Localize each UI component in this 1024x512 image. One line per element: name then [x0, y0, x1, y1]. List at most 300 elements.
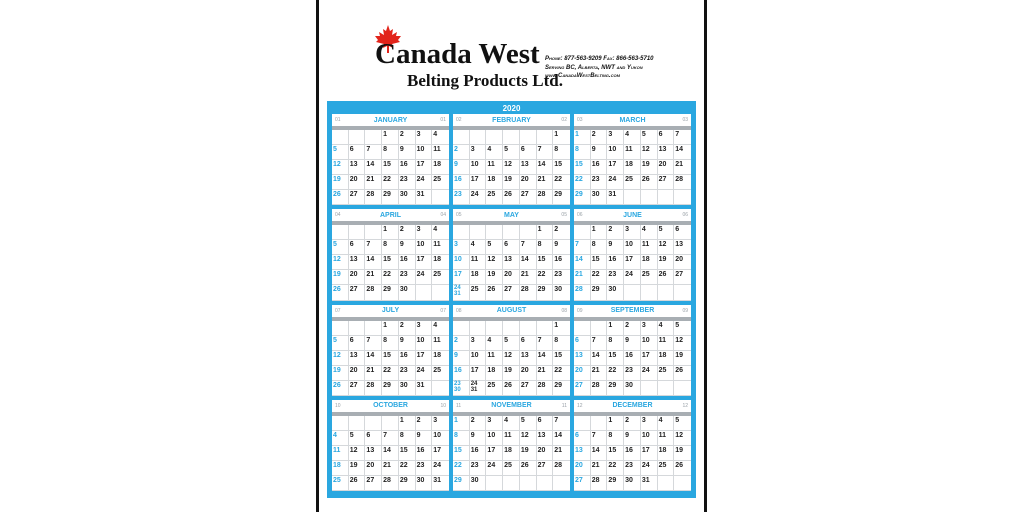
day-cell: [453, 285, 470, 300]
day-cell: [365, 175, 382, 190]
day-cell: [607, 476, 624, 491]
day-number: 27: [520, 191, 529, 199]
day-number: 30: [399, 381, 408, 389]
day-cell: [537, 240, 554, 255]
day-number: 12: [504, 351, 512, 359]
day-cell: [537, 461, 554, 476]
month-header: [574, 114, 691, 126]
day-cell: [486, 270, 503, 285]
company-logo: [347, 34, 564, 94]
day-cell: [486, 476, 503, 491]
day-number: 25: [470, 286, 479, 294]
day-number: 26: [504, 191, 512, 199]
day-cell: [537, 255, 554, 270]
day-number: 16: [554, 256, 563, 264]
day-cell: [624, 130, 641, 145]
day-cell: [432, 366, 449, 381]
day-cell: [607, 145, 624, 160]
day-number: 14: [554, 431, 563, 439]
day-cell: [574, 145, 591, 160]
day-number: 15: [399, 446, 408, 454]
day-cell: [486, 225, 503, 240]
day-number: 29: [383, 381, 391, 389]
day-cell: [486, 285, 503, 300]
day-number: 3: [641, 321, 646, 329]
day-cell: [658, 381, 675, 396]
day-number: 22: [608, 366, 617, 374]
day-cell: [470, 130, 487, 145]
month-number-right: 11: [561, 402, 567, 409]
day-cell: [641, 321, 658, 336]
month-header: [332, 114, 449, 126]
day-cell: [399, 145, 416, 160]
day-cell: [553, 381, 570, 396]
day-cell: [624, 240, 641, 255]
month-name: AUGUST: [496, 307, 527, 314]
day-cell: [591, 285, 608, 300]
day-cell: [470, 255, 487, 270]
day-number: 30: [591, 191, 600, 199]
day-cell: [365, 240, 382, 255]
day-number: 26: [349, 476, 358, 484]
day-cell: [399, 190, 416, 205]
day-number: 14: [591, 351, 600, 359]
day-number: 28: [366, 381, 375, 389]
day-cell: [486, 240, 503, 255]
day-number: 29: [591, 286, 600, 294]
day-number: 22: [537, 271, 546, 279]
day-number: 21: [591, 461, 600, 469]
day-cell: [607, 160, 624, 175]
day-number: 20: [520, 366, 529, 374]
day-cell: [503, 160, 520, 175]
month-header: [332, 305, 449, 317]
day-number: 10: [470, 351, 479, 359]
month-name: MAY: [504, 211, 519, 219]
day-cell: [365, 255, 382, 270]
day-cell: [332, 446, 349, 461]
day-cell: [607, 270, 624, 285]
day-cell: [503, 240, 520, 255]
day-cell: [624, 285, 641, 300]
day-number: 30: [625, 381, 633, 389]
day-cell: [624, 366, 641, 381]
day-number: 27: [575, 381, 583, 389]
day-number: 28: [366, 191, 375, 199]
day-cell: [674, 145, 691, 160]
day-cell: [382, 461, 399, 476]
day-cell: [365, 160, 382, 175]
day-cell: [416, 225, 433, 240]
day-cell: [658, 270, 675, 285]
day-number: 24: [470, 191, 479, 199]
day-cell: [453, 431, 470, 446]
day-number: 15: [608, 446, 617, 454]
day-number: 27: [520, 381, 529, 389]
day-cell: [365, 336, 382, 351]
day-cell: [486, 145, 503, 160]
day-number: 8: [383, 336, 388, 344]
month-june: [574, 209, 691, 300]
day-number: 4: [658, 416, 663, 424]
day-grid: [574, 321, 691, 396]
day-cell: [349, 446, 366, 461]
day-cell: [365, 145, 382, 160]
day-number: 12: [333, 256, 341, 264]
day-cell: [399, 366, 416, 381]
day-cell: [399, 270, 416, 285]
day-number: 23: [554, 271, 563, 279]
day-cell: [432, 321, 449, 336]
day-number: 6: [349, 146, 354, 154]
day-cell: [641, 336, 658, 351]
day-cell: [416, 255, 433, 270]
day-cell: [537, 145, 554, 160]
day-number: 26: [333, 191, 341, 199]
day-number: 1: [383, 226, 388, 234]
day-cell: [399, 160, 416, 175]
day-number: 14: [591, 446, 600, 454]
month-number-right: 05: [561, 212, 567, 219]
day-number: 13: [520, 351, 529, 359]
day-cell: [365, 381, 382, 396]
day-cell: [624, 160, 641, 175]
day-number: 26: [333, 381, 341, 389]
wall-calendar-poster: [319, 0, 704, 512]
day-cell: [399, 336, 416, 351]
day-number: 19: [349, 461, 358, 469]
month-number-right: 08: [561, 307, 567, 314]
day-number: 7: [537, 336, 542, 344]
day-number: 9: [454, 351, 458, 359]
day-number: 16: [625, 446, 633, 454]
day-number: 24 31: [470, 380, 478, 393]
day-number: 11: [487, 351, 495, 359]
day-number: 4: [625, 131, 630, 138]
day-number: 19: [333, 176, 341, 184]
month-header: [453, 209, 570, 221]
day-cell: [520, 285, 537, 300]
day-cell: [591, 336, 608, 351]
day-number: 31: [608, 191, 617, 199]
day-cell: [591, 476, 608, 491]
day-number: 19: [675, 446, 684, 454]
day-number: 16: [470, 446, 479, 454]
month-name: OCTOBER: [373, 402, 408, 410]
day-number: 9: [399, 241, 404, 249]
day-cell: [503, 431, 520, 446]
day-cell: [641, 270, 658, 285]
day-cell: [658, 190, 675, 205]
day-cell: [624, 270, 641, 285]
day-cell: [553, 366, 570, 381]
day-number: 2: [454, 336, 458, 344]
day-number: 9: [625, 431, 630, 439]
day-cell: [453, 321, 470, 336]
day-number: 7: [366, 336, 371, 344]
day-cell: [365, 431, 382, 446]
day-cell: [453, 461, 470, 476]
day-cell: [607, 130, 624, 145]
day-number: 21: [366, 176, 375, 184]
day-number: 23: [608, 271, 617, 279]
day-cell: [349, 285, 366, 300]
day-cell: [674, 351, 691, 366]
day-cell: [486, 381, 503, 396]
day-cell: [674, 160, 691, 175]
day-number: 18: [333, 461, 341, 469]
day-cell: [416, 190, 433, 205]
day-cell: [382, 366, 399, 381]
month-number-left: 06: [577, 212, 583, 219]
day-number: 2: [399, 131, 404, 138]
day-cell: [399, 321, 416, 336]
day-cell: [416, 446, 433, 461]
day-number: 7: [520, 241, 525, 249]
day-cell: [332, 175, 349, 190]
day-cell: [674, 240, 691, 255]
day-number: 10: [641, 336, 650, 344]
day-number: 11: [433, 241, 441, 249]
day-number: 3: [470, 336, 475, 344]
day-cell: [470, 336, 487, 351]
day-number: 6: [504, 241, 509, 249]
month-number-left: 08: [456, 307, 462, 314]
day-number: 27: [504, 286, 512, 294]
month-number-right: 02: [561, 117, 567, 123]
day-cell: [453, 255, 470, 270]
day-cell: [399, 446, 416, 461]
day-cell: [453, 175, 470, 190]
day-cell: [537, 416, 554, 431]
month-may: [453, 209, 570, 300]
day-number: 23: [591, 176, 600, 184]
day-cell: [607, 446, 624, 461]
day-number: 27: [366, 476, 375, 484]
day-cell: [470, 321, 487, 336]
day-number: 7: [591, 336, 596, 344]
day-cell: [332, 321, 349, 336]
day-cell: [416, 366, 433, 381]
day-cell: [591, 446, 608, 461]
day-cell: [553, 175, 570, 190]
day-number: 31: [416, 191, 425, 199]
day-number: 24 31: [454, 285, 461, 298]
day-number: 6: [520, 336, 525, 344]
day-number: 8: [554, 336, 559, 344]
day-number: 18: [433, 351, 442, 359]
day-cell: [332, 190, 349, 205]
day-number: 6: [366, 431, 371, 439]
day-cell: [674, 175, 691, 190]
day-cell: [574, 190, 591, 205]
day-number: 7: [366, 146, 371, 154]
day-number: 2: [399, 226, 404, 234]
day-cell: [591, 190, 608, 205]
day-number: 28: [366, 286, 375, 294]
day-number: 19: [658, 256, 667, 264]
day-number: 16: [454, 176, 462, 184]
day-number: 6: [658, 131, 663, 138]
day-number: 15: [591, 256, 600, 264]
day-cell: [553, 351, 570, 366]
day-number: 28: [520, 286, 529, 294]
day-number: 28: [591, 476, 600, 484]
day-number: 3: [416, 321, 421, 329]
day-cell: [591, 416, 608, 431]
day-cell: [553, 160, 570, 175]
month-number-right: 04: [440, 212, 446, 219]
day-cell: [574, 321, 591, 336]
day-number: 27: [575, 476, 583, 484]
day-number: 11: [470, 256, 479, 264]
day-cell: [470, 240, 487, 255]
day-cell: [365, 285, 382, 300]
day-cell: [674, 381, 691, 396]
day-cell: [607, 431, 624, 446]
month-number-right: 01: [440, 117, 446, 123]
day-cell: [486, 461, 503, 476]
day-cell: [553, 446, 570, 461]
day-number: 18: [625, 161, 633, 169]
day-cell: [574, 225, 591, 240]
day-cell: [416, 476, 433, 491]
day-cell: [658, 351, 675, 366]
day-number: 29: [608, 381, 617, 389]
day-cell: [520, 476, 537, 491]
day-cell: [574, 270, 591, 285]
day-cell: [470, 190, 487, 205]
day-number: 16: [399, 256, 408, 264]
day-cell: [553, 431, 570, 446]
day-cell: [332, 351, 349, 366]
day-number: 29: [383, 191, 391, 199]
day-cell: [503, 461, 520, 476]
day-number: 3: [608, 131, 613, 138]
month-april: [332, 209, 449, 300]
day-cell: [537, 381, 554, 396]
day-number: 3: [487, 416, 492, 424]
day-cell: [486, 366, 503, 381]
day-number: 17: [487, 446, 496, 454]
day-number: 5: [675, 321, 680, 329]
day-cell: [607, 381, 624, 396]
day-cell: [470, 381, 487, 396]
day-cell: [520, 190, 537, 205]
month-header: [332, 209, 449, 221]
day-cell: [553, 270, 570, 285]
day-cell: [432, 381, 449, 396]
day-number: 8: [383, 241, 388, 249]
day-number: 7: [537, 146, 542, 154]
day-cell: [332, 225, 349, 240]
day-cell: [332, 145, 349, 160]
day-cell: [399, 285, 416, 300]
day-cell: [349, 270, 366, 285]
month-number-right: 09: [682, 307, 688, 314]
day-cell: [641, 240, 658, 255]
day-cell: [553, 461, 570, 476]
day-number: 28: [554, 461, 563, 469]
day-number: 4: [433, 321, 438, 329]
day-cell: [574, 416, 591, 431]
day-number: 25: [487, 191, 496, 199]
month-header: [453, 305, 570, 317]
month-number-left: 09: [577, 307, 583, 314]
day-number: 6: [675, 226, 680, 234]
day-number: 10: [433, 431, 442, 439]
day-cell: [432, 431, 449, 446]
day-cell: [503, 175, 520, 190]
day-number: 3: [416, 131, 421, 138]
day-number: 7: [575, 241, 579, 249]
day-cell: [332, 130, 349, 145]
month-number-left: 02: [456, 117, 462, 123]
day-cell: [591, 431, 608, 446]
day-cell: [624, 255, 641, 270]
day-number: 21: [554, 446, 563, 454]
day-cell: [382, 351, 399, 366]
calendar-frame: [327, 101, 696, 498]
day-cell: [332, 461, 349, 476]
month-number-right: 07: [440, 307, 446, 314]
month-header: [574, 209, 691, 221]
month-name: JANUARY: [373, 116, 408, 124]
day-cell: [453, 336, 470, 351]
day-number: 11: [625, 146, 633, 154]
day-cell: [416, 145, 433, 160]
day-number: 16: [625, 351, 633, 359]
day-cell: [658, 225, 675, 240]
day-cell: [432, 225, 449, 240]
day-grid: [453, 321, 570, 396]
day-cell: [503, 255, 520, 270]
day-cell: [658, 285, 675, 300]
day-number: 12: [487, 256, 496, 264]
day-cell: [537, 446, 554, 461]
day-number: 28: [537, 381, 546, 389]
day-number: 1: [608, 416, 613, 424]
day-cell: [553, 145, 570, 160]
day-cell: [520, 321, 537, 336]
day-number: 20: [658, 161, 667, 169]
month-number-right: 03: [682, 117, 688, 123]
day-number: 11: [658, 336, 666, 344]
day-number: 6: [575, 336, 579, 344]
day-cell: [641, 175, 658, 190]
day-number: 4: [487, 146, 492, 154]
day-cell: [382, 321, 399, 336]
day-cell: [607, 336, 624, 351]
day-cell: [486, 321, 503, 336]
day-number: 17: [416, 161, 425, 169]
day-grid: [453, 225, 570, 300]
day-cell: [349, 461, 366, 476]
day-number: 2: [591, 131, 596, 138]
day-number: 1: [554, 321, 559, 329]
contact-info: [545, 55, 695, 81]
day-number: 29: [537, 286, 546, 294]
day-number: 22: [554, 366, 563, 374]
day-cell: [432, 240, 449, 255]
day-cell: [574, 255, 591, 270]
day-number: 25: [433, 271, 442, 279]
day-cell: [349, 321, 366, 336]
day-number: 16: [591, 161, 600, 169]
day-cell: [470, 270, 487, 285]
day-cell: [658, 160, 675, 175]
day-number: 15: [383, 256, 391, 264]
